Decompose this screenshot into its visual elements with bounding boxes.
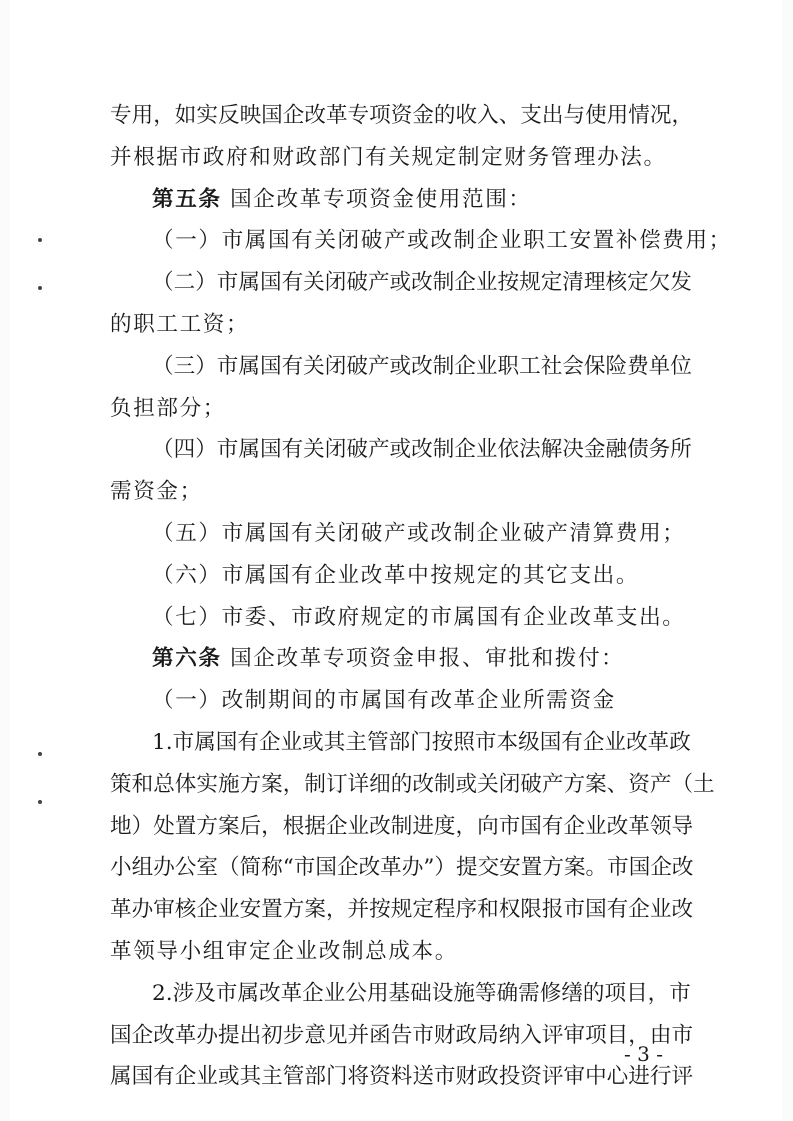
text-line: （一）改制期间的市属国有改革企业所需资金 [152, 688, 616, 714]
text-line: （三）市属国有关闭破产或改制企业职工社会保险费单位 [152, 353, 692, 379]
scan-dot [38, 800, 42, 804]
text-line: 需资金； [110, 479, 203, 505]
text-line: 并根据市政府和财政部门有关规定制定财务管理办法。 [110, 144, 667, 170]
article-line [152, 185, 532, 215]
article-text: 国企改革专项资金申报、审批和拨付： [230, 646, 625, 672]
text-line: 的职工工资； [110, 312, 250, 337]
text-line: 负担部分； [110, 395, 226, 421]
text-line: 策和总体实施方案，制订详细的改制或关闭破产方案、资产（土 [110, 771, 715, 797]
article-line [152, 644, 624, 674]
text-line: 革办审核企业安置方案，并按规定程序和权限报市国有企业改 [110, 897, 694, 923]
text-line: 1.市属国有企业或其主管部门按照市本级国有企业改革政 [152, 730, 691, 755]
text-line: （七）市委、市政府规定的市属国有企业改革支出。 [152, 604, 686, 630]
text-line: 专用，如实反映国企改革专项资金的收入、支出与使用情况， [110, 103, 694, 128]
text-line: 属国有企业或其主管部门将资料送市财政投资评审中心进行评 [110, 1064, 694, 1090]
text-line: （五）市属国有关闭破产或改制企业破产清算费用； [152, 521, 686, 546]
text-line: 小组办公室（简称“市国企改革办”）提交安置方案。市国企改 [110, 855, 694, 881]
text-line: 国企改革办提出初步意见并函告市财政局纳入评审项目，由市 [110, 1022, 694, 1048]
text-line: 革领导小组审定企业改制总成本。 [110, 939, 458, 964]
scan-dot [38, 752, 42, 756]
scan-dot [38, 238, 42, 242]
text-line: 地）处置方案后，根据企业改制进度，向市国有企业改革领导 [110, 813, 694, 839]
text-line: 2.涉及市属改革企业公用基础设施等确需修缮的项目，市 [152, 980, 691, 1006]
scan-dot [38, 286, 42, 290]
text-line: （六）市属国有企业改革中按规定的其它支出。 [152, 562, 640, 588]
text-line: （一）市属国有关闭破产或改制企业职工安置补偿费用； [152, 228, 732, 254]
text-line: （四）市属国有关闭破产或改制企业依法解决金融债务所 [152, 437, 692, 463]
text-line: （二）市属国有关闭破产或改制企业按规定清理核定欠发 [152, 270, 692, 296]
article-heading: 第六条 [152, 646, 222, 672]
article-text: 国企改革专项资金使用范围： [230, 186, 532, 212]
article-heading: 第五条 [152, 186, 222, 212]
page-number: - 3 - [624, 1042, 663, 1066]
